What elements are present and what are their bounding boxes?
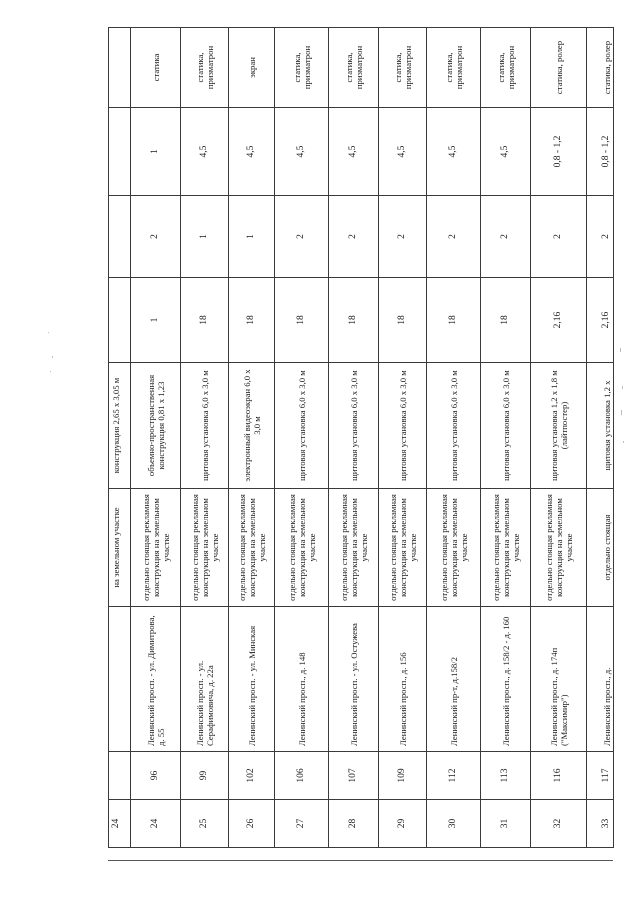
cell-row-number: 31 <box>481 800 531 848</box>
cell-place-id: 99 <box>181 752 229 800</box>
cell-place-id: 112 <box>427 752 481 800</box>
cell-address: Ленинский просп., д. 174п ("Максимир") <box>531 607 587 752</box>
cell-area: 18 <box>329 278 379 363</box>
cell-construction: щитовая установка 6,0 x 3,0 м <box>329 363 379 489</box>
cell-area: 18 <box>275 278 329 363</box>
table-row-partial-bottom <box>587 28 614 848</box>
cell-construction: щитовая установка 6,0 x 3,0 м <box>427 363 481 489</box>
cell-height <box>109 108 131 196</box>
cell-area: 1 <box>131 278 181 363</box>
cell-row-number: 26 <box>229 800 275 848</box>
cell-height: 4,5 <box>329 108 379 196</box>
cell-address: Ленинский просп. - ул. Остужева <box>329 607 379 752</box>
cell-placement: отдельно стоящая <box>587 489 614 607</box>
cell-sides: 1 <box>229 196 275 278</box>
cell-place-id: 109 <box>379 752 427 800</box>
cell-address: Ленинский просп. - ул. Димитрова, д. 55 <box>131 607 181 752</box>
cell-type: статика <box>131 28 181 108</box>
cell-construction: конструкция 2,65 x 3,05 м <box>109 363 131 489</box>
cell-area: 18 <box>427 278 481 363</box>
cell-placement: отдельно стоящая рекламная конструкция на земельном участке <box>329 489 379 607</box>
cell-place-id: 116 <box>531 752 587 800</box>
cell-area: 18 <box>379 278 427 363</box>
cell-type: статика, призматрон <box>329 28 379 108</box>
cell-place-id: 117 <box>587 752 614 800</box>
cell-placement: отдельно стоящая рекламная конструкция на земельном участке <box>229 489 275 607</box>
cell-placement: отдельно стоящая рекламная конструкция на земельном участке <box>481 489 531 607</box>
cell-type: статика, призматрон <box>275 28 329 108</box>
cell-sides: 2 <box>531 196 587 278</box>
cell-area: 18 <box>181 278 229 363</box>
cell-place-id: 113 <box>481 752 531 800</box>
cell-address: Ленинский просп. - ул. Серафимовича, д. 22а <box>181 607 229 752</box>
table-row <box>275 28 329 848</box>
cell-placement: отдельно стоящая рекламная конструкция на земельном участке <box>131 489 181 607</box>
cell-sides: 2 <box>275 196 329 278</box>
table-row <box>427 28 481 848</box>
cell-place-id: 106 <box>275 752 329 800</box>
cell-row-number: 30 <box>427 800 481 848</box>
cell-sides: 2 <box>481 196 531 278</box>
cell-row-number: 28 <box>329 800 379 848</box>
table-row <box>481 28 531 848</box>
cell-placement: отдельно стоящая рекламная конструкция на земельном участке <box>181 489 229 607</box>
cell-sides: 2 <box>587 196 614 278</box>
cell-placement: отдельно стоящая рекламная конструкция на земельном участке <box>427 489 481 607</box>
cell-type: статика, призматрон <box>379 28 427 108</box>
cell-height: 0,8 - 1,2 <box>531 108 587 196</box>
cell-height: 4,5 <box>427 108 481 196</box>
cell-height: 4,5 <box>181 108 229 196</box>
cell-area: 18 <box>229 278 275 363</box>
cell-construction: щитовая установка 6,0 x 3,0 м <box>481 363 531 489</box>
cell-address: Ленинский просп. - ул. Минская <box>229 607 275 752</box>
cell-address: Ленинский пр-т, д.158/2 <box>427 607 481 752</box>
table-row <box>181 28 229 848</box>
cell-placement: на земельном участке <box>109 489 131 607</box>
cell-height: 4,5 <box>379 108 427 196</box>
cell-placement: отдельно стоящая рекламная конструкция на земельном участке <box>379 489 427 607</box>
cell-type: статика, призматрон <box>427 28 481 108</box>
cell-address: Ленинский просп., д. <box>587 607 614 752</box>
cell-type: статика, ролер <box>587 28 614 108</box>
cell-row-number: 24 <box>109 800 131 848</box>
cell-height: 0,8 - 1,2 <box>587 108 614 196</box>
cell-row-number: 32 <box>531 800 587 848</box>
cell-area <box>109 278 131 363</box>
cell-height: 4,5 <box>275 108 329 196</box>
cell-type: экран <box>229 28 275 108</box>
cell-construction: электронный видеоэкран 6,0 x 3,0 м <box>229 363 275 489</box>
cell-construction: щитовая установка 6,0 x 3,0 м <box>181 363 229 489</box>
cell-height: 4,5 <box>229 108 275 196</box>
cell-placement: отдельно стоящая рекламная конструкция на земельном участке <box>531 489 587 607</box>
cell-place-id: 107 <box>329 752 379 800</box>
cell-sides: 2 <box>427 196 481 278</box>
cell-sides: 1 <box>181 196 229 278</box>
cell-sides <box>109 196 131 278</box>
table-row-partial-top <box>109 28 131 848</box>
cell-place-id: 102 <box>229 752 275 800</box>
cell-type: статика, ролер <box>531 28 587 108</box>
cell-address <box>109 607 131 752</box>
cell-address: Ленинский просп., д. 158/2 - д. 160 <box>481 607 531 752</box>
cell-address: Ленинский просп., д. 148 <box>275 607 329 752</box>
cell-placement: отдельно стоящая рекламная конструкция на земельном участке <box>275 489 329 607</box>
table-row <box>131 28 181 848</box>
cell-type: статика, призматрон <box>481 28 531 108</box>
cell-area: 18 <box>481 278 531 363</box>
cell-construction: щитовая установка 6,0 x 3,0 м <box>275 363 329 489</box>
table-row <box>379 28 427 848</box>
cell-address: Ленинский просп., д. 156 <box>379 607 427 752</box>
cell-row-number: 33 <box>587 800 614 848</box>
cell-sides: 2 <box>379 196 427 278</box>
rotated-table-container <box>108 28 613 848</box>
cell-type <box>109 28 131 108</box>
cell-place-id <box>109 752 131 800</box>
cell-type: статика, призматрон <box>181 28 229 108</box>
table-row <box>229 28 275 848</box>
cell-construction: щитовая установка 1,2 x <box>587 363 614 489</box>
cell-row-number: 25 <box>181 800 229 848</box>
cell-construction: щитовая установка 6,0 x 3,0 м <box>379 363 427 489</box>
cell-sides: 2 <box>329 196 379 278</box>
table-row <box>329 28 379 848</box>
bottom-edge-line <box>108 860 613 861</box>
cell-area: 2,16 <box>587 278 614 363</box>
cell-area: 2,16 <box>531 278 587 363</box>
advertising-constructions-table <box>108 27 614 848</box>
cell-height: 4,5 <box>481 108 531 196</box>
cell-row-number: 24 <box>131 800 181 848</box>
cell-place-id: 96 <box>131 752 181 800</box>
table-row <box>531 28 587 848</box>
cell-row-number: 29 <box>379 800 427 848</box>
cell-height: 1 <box>131 108 181 196</box>
cell-construction: щитовая установка 1,2 x 1,8 м (лайтпостер) <box>531 363 587 489</box>
cell-construction: объемно-пространственная конструкция 0,81 х 1,23 <box>131 363 181 489</box>
cell-row-number: 27 <box>275 800 329 848</box>
cell-sides: 2 <box>131 196 181 278</box>
